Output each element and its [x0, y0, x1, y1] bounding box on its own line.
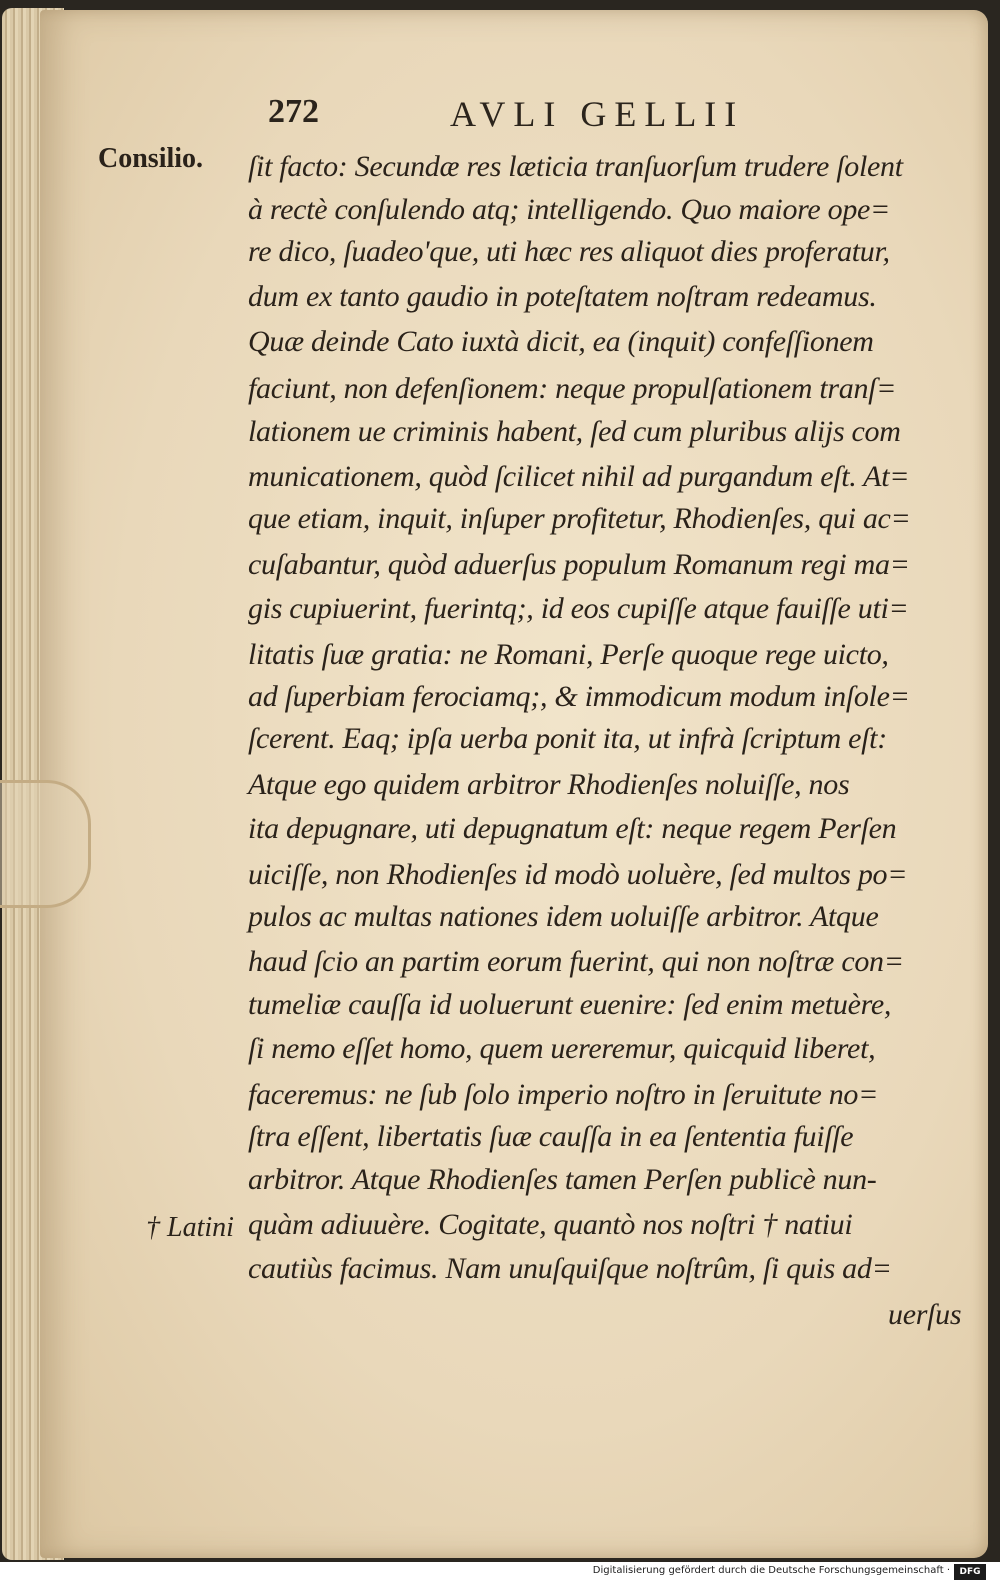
text-line: litatis ſuæ gratia: ne Romani, Perſe quoque rege uicto, — [248, 638, 889, 671]
text-line: ſcerent. Eaq; ipſa uerba ponit ita, ut infrà ſcriptum eſt: — [248, 722, 887, 755]
text-line: tumeliæ cauſſa id uoluerunt euenire: ſed enim metuère, — [248, 988, 892, 1021]
text-line: cuſabantur, quòd aduerſus populum Romanum regi ma= — [248, 548, 910, 581]
text-line: gis cupiuerint, fuerintq;, id eos cupiſſe atque fauiſſe uti= — [248, 592, 909, 625]
dfg-logo: DFG — [954, 1564, 986, 1580]
text-line: pulos ac multas nationes idem uoluiſſe arbitror. Atque — [248, 900, 879, 933]
text-line: uiciſſe, non Rhodienſes id modò uoluère, ſed multos po= — [248, 858, 908, 891]
marginal-note-latini: † Latini — [146, 1212, 234, 1243]
text-line: ad ſuperbiam ferociamq;, & immodicum modum inſole= — [248, 680, 910, 713]
text-line: ita depugnare, uti depugnatum eſt: neque regem Perſen — [248, 812, 897, 845]
text-line: dum ex tanto gaudio in poteſtatem noſtram redeamus. — [248, 280, 877, 313]
text-line: uerſus — [888, 1298, 962, 1331]
text-line: arbitror. Atque Rhodienſes tamen Perſen publicè nun- — [248, 1163, 877, 1196]
text-line: Quæ deinde Cato iuxtà dicit, ea (inquit) confeſſionem — [248, 325, 874, 358]
text-line: ſtra eſſent, libertatis ſuæ cauſſa in ea ſententia fuiſſe — [248, 1120, 854, 1153]
funding-credit: Digitalisierung gefördert durch die Deutsche Forschungsgemeinschaft · — [592, 1565, 950, 1576]
text-line: municationem, quòd ſcilicet nihil ad purgandum eſt. At= — [248, 460, 910, 493]
text-line: que etiam, inquit, inſuper profitetur, Rhodienſes, qui ac= — [248, 502, 911, 535]
page-header — [0, 93, 1000, 143]
text-line: faciunt, non defenſionem: neque propulſationem tranſ= — [248, 372, 897, 405]
text-line: Atque ego quidem arbitror Rhodienſes noluiſſe, nos — [248, 768, 850, 801]
page-number: 272 — [268, 93, 319, 130]
text-line: haud ſcio an partim eorum fuerint, qui non noſtræ con= — [248, 945, 904, 978]
text-line: ſi nemo eſſet homo, quem uereremur, quicquid liberet, — [248, 1032, 876, 1065]
text-line: ſit facto: Secundæ res læticia tranſuorſum trudere ſolent — [248, 150, 903, 183]
running-head: AVLI GELLII — [450, 94, 745, 134]
clip-mark — [0, 780, 91, 908]
text-line: cautiùs facimus. Nam unuſquiſque noſtrûm, ſi quis ad= — [248, 1252, 892, 1285]
text-line: re dico, ſuadeo'que, uti hæc res aliquot dies proferatur, — [248, 235, 890, 268]
text-line: quàm adiuuère. Cogitate, quantò nos noſtri † natiui — [248, 1208, 853, 1241]
text-line: à rectè conſulendo atq; intelligendo. Quo maiore ope= — [248, 193, 890, 226]
marginal-note-consilio: Consilio. — [98, 143, 204, 174]
text-line: faceremus: ne ſub ſolo imperio noſtro in ſeruitute no= — [248, 1078, 879, 1111]
text-line: lationem ue criminis habent, ſed cum pluribus alijs com — [248, 415, 901, 448]
footer-bar — [0, 1562, 1000, 1584]
